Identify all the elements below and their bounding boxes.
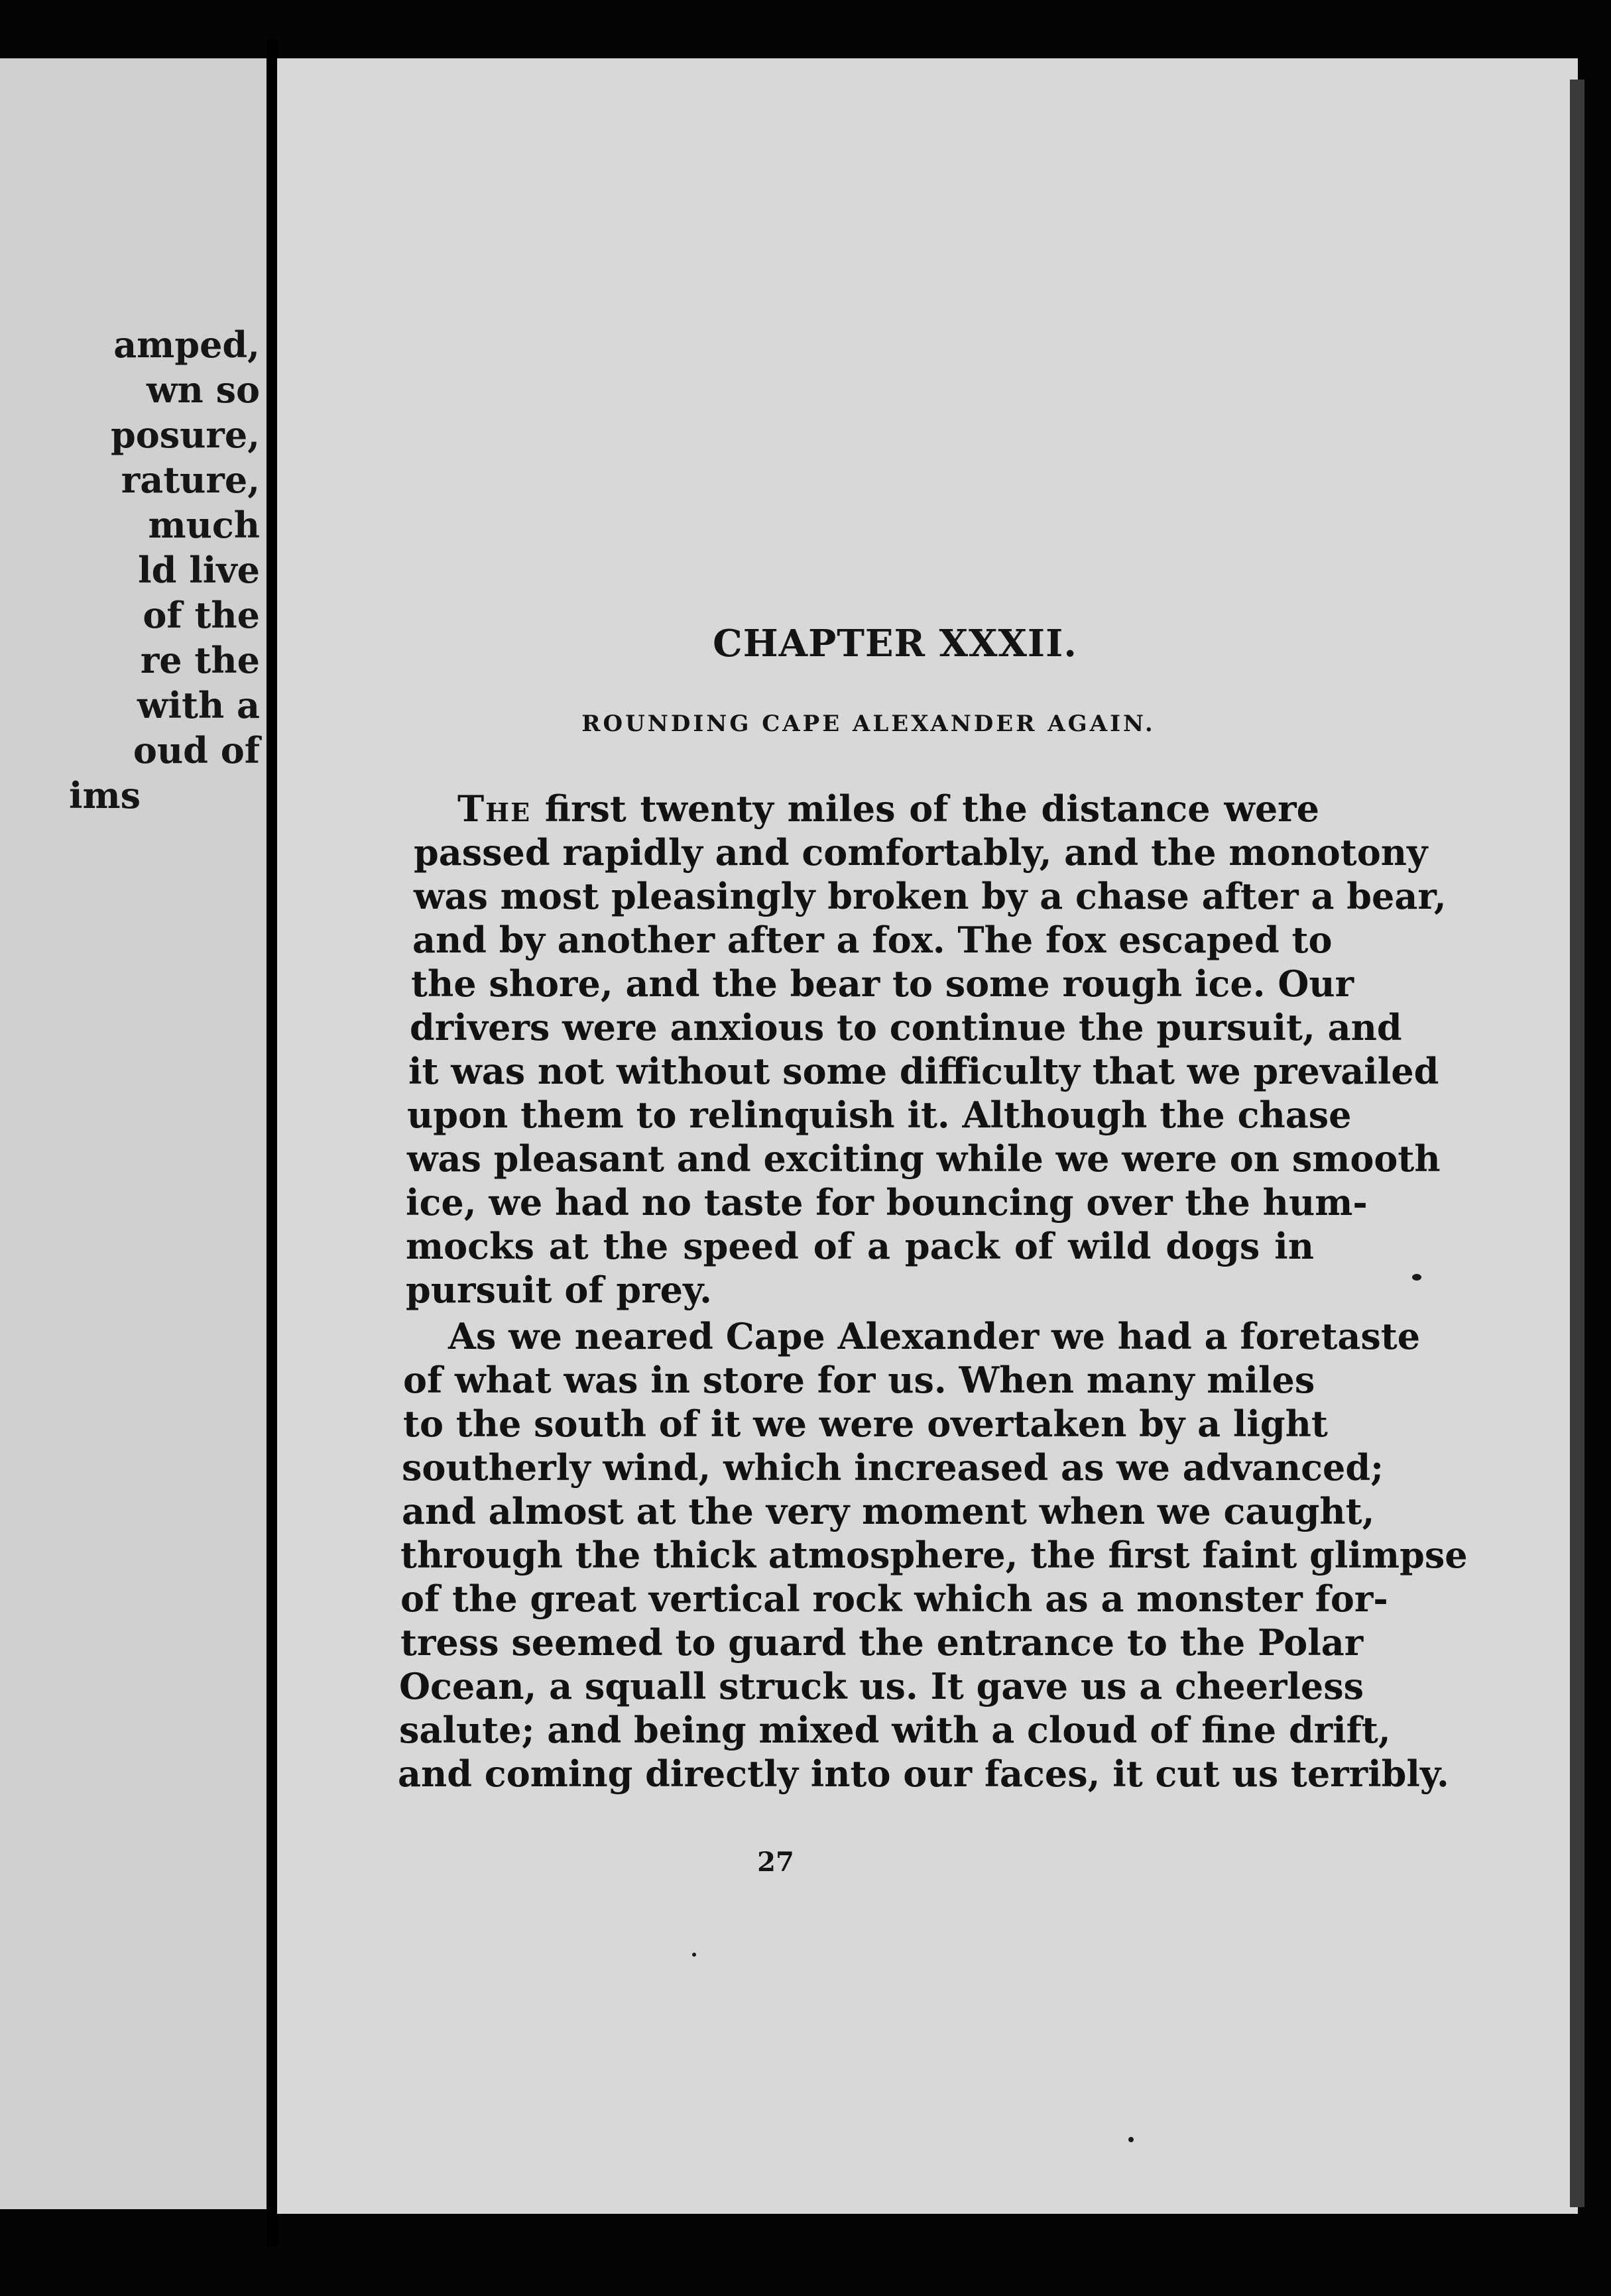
left-page-line: ld live bbox=[138, 549, 260, 591]
body-text-line: through the thick atmosphere, the first faint glimpse bbox=[400, 1534, 1468, 1576]
right-page bbox=[277, 58, 1578, 2214]
body-text-line: of what was in store for us. When many miles bbox=[403, 1359, 1315, 1401]
left-page-line: amped, bbox=[113, 323, 260, 366]
dropcap-word: The bbox=[457, 787, 532, 830]
left-page-line: much bbox=[148, 504, 260, 546]
body-text-line: mocks at the speed of a pack of wild dogs in bbox=[406, 1225, 1314, 1267]
body-text-line: and almost at the very moment when we caught, bbox=[402, 1490, 1375, 1532]
scan-speck bbox=[692, 1953, 696, 1957]
body-text-line: southerly wind, which increased as we advanced; bbox=[402, 1446, 1384, 1489]
chapter-title: CHAPTER XXXII. bbox=[713, 622, 1077, 665]
body-text-line: upon them to relinquish it. Although the chase bbox=[407, 1094, 1352, 1136]
body-text-line: ice, we had no taste for bouncing over the hum- bbox=[406, 1181, 1368, 1224]
body-text-line: was most pleasingly broken by a chase after a bear, bbox=[414, 875, 1447, 917]
left-page-line: ims bbox=[68, 774, 141, 817]
left-page-line: with a bbox=[137, 684, 260, 726]
left-page-fragment bbox=[0, 58, 267, 2209]
body-text-line: the shore, and the bear to some rough ice. Our bbox=[411, 962, 1354, 1005]
left-page-line: re the bbox=[140, 639, 260, 681]
body-text-line: it was not without some difficulty that we prevailed bbox=[408, 1050, 1439, 1092]
body-text-line: to the south of it we were overtaken by a light bbox=[403, 1403, 1328, 1445]
scan-speck bbox=[1412, 1274, 1421, 1281]
left-page-line: wn so bbox=[147, 369, 260, 411]
body-text-line: Ocean, a squall struck us. It gave us a cheerless bbox=[399, 1665, 1364, 1707]
left-page-line: oud of bbox=[133, 729, 260, 772]
page-number: 27 bbox=[757, 1847, 794, 1878]
body-text-line: was pleasant and exciting while we were on smooth bbox=[407, 1137, 1441, 1180]
left-page-line: posure, bbox=[110, 414, 260, 456]
body-text-line: passed rapidly and comfortably, and the monotony bbox=[414, 831, 1428, 874]
left-page-line: rature, bbox=[121, 459, 260, 501]
body-text-line: tress seemed to guard the entrance to the Polar bbox=[400, 1621, 1364, 1664]
left-page-line: of the bbox=[143, 594, 260, 636]
body-text-line: drivers were anxious to continue the pursuit, and bbox=[410, 1006, 1402, 1049]
body-text-line: and by another after a fox. The fox escaped to bbox=[412, 919, 1333, 961]
body-text-line: and coming directly into our faces, it cut us terribly. bbox=[398, 1752, 1449, 1795]
body-text-line: As we neared Cape Alexander we had a foretaste bbox=[448, 1315, 1421, 1357]
body-text-line: The first twenty miles of the distance were bbox=[457, 787, 1319, 830]
scan-speck bbox=[1128, 2137, 1134, 2142]
chapter-subtitle: ROUNDING CAPE ALEXANDER AGAIN. bbox=[581, 711, 1156, 737]
page-edge-shadow bbox=[1570, 80, 1584, 2207]
body-text-line: pursuit of prey. bbox=[406, 1269, 712, 1311]
body-text-line: of the great vertical rock which as a monster for- bbox=[400, 1578, 1388, 1620]
body-text-line: salute; and being mixed with a cloud of fine drift, bbox=[399, 1709, 1391, 1751]
